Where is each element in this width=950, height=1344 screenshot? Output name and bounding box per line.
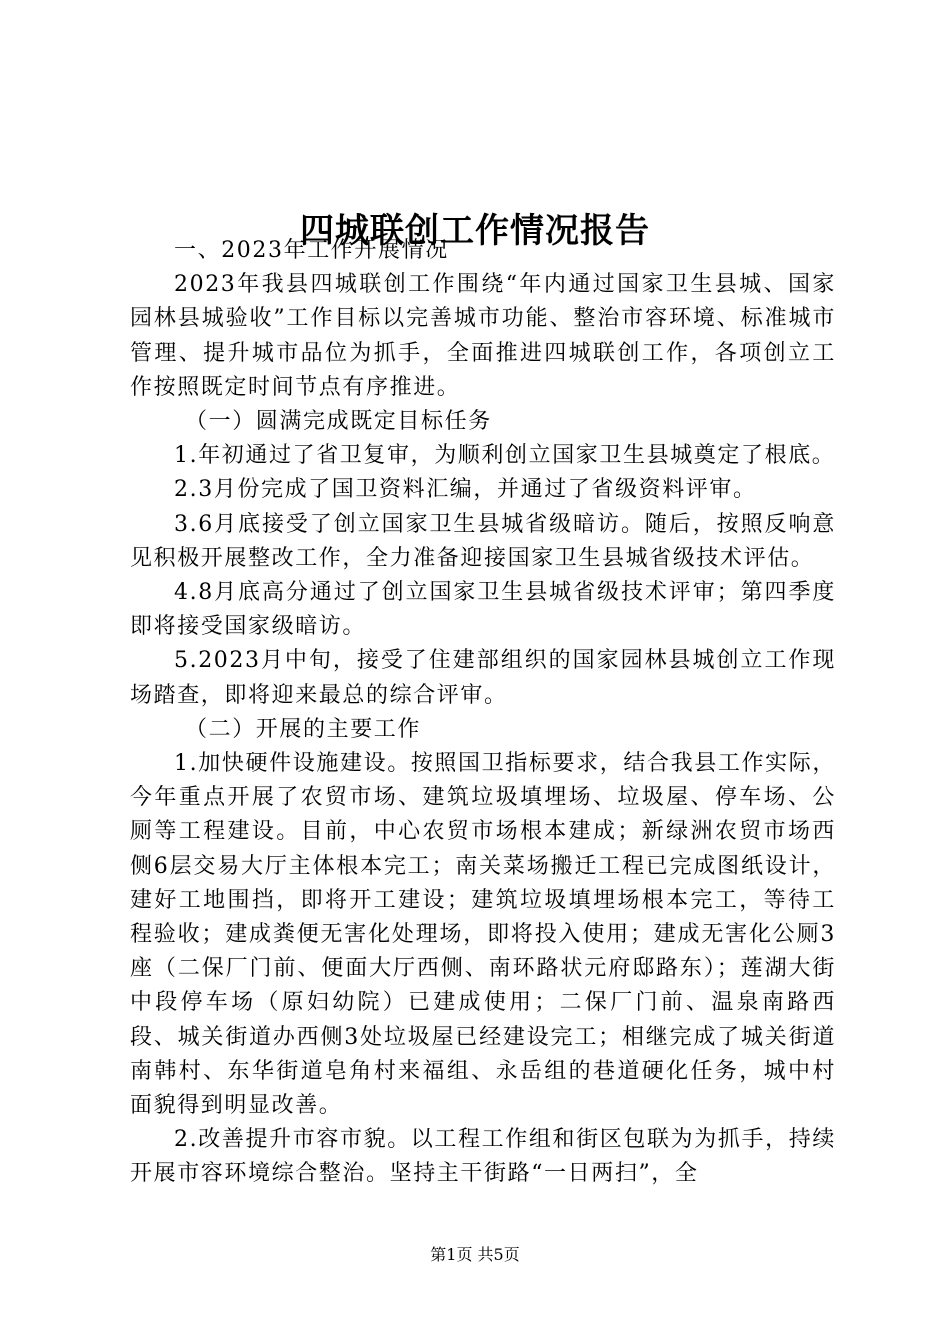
page-footer: 第1页 共5页 — [430, 1245, 520, 1264]
list-item: 4.8月底高分通过了创立国家卫生县城省级技术评审；第四季度即将接受国家级暗访。 — [130, 580, 836, 640]
subsection-heading: （一）圆满完成既定目标任务 — [185, 409, 492, 435]
document-title: 四城联创工作情况报告 — [300, 210, 650, 251]
list-item: 1.年初通过了省卫复审，为顺利创立国家卫生县城奠定了根底。 — [174, 443, 836, 469]
list-item: 3.6月底接受了创立国家卫生县城省级暗访。随后，按照反响意见积极开展整改工作，全力准备迎接国家卫生县城省级技术评估。 — [130, 511, 836, 571]
subsection-heading: （二）开展的主要工作 — [185, 716, 422, 742]
section-heading: 一、2023年工作开展情况 — [174, 238, 449, 263]
list-item: 2.3月份完成了国卫资料汇编，并通过了省级资料评审。 — [174, 477, 757, 503]
paragraph: 2023年我县四城联创工作围绕“年内通过国家卫生县城、国家园林县城验收”工作目标以完善城市功能、整治市容环境、标准城市管理、提升城市品位为抓手，全面推进四城联创工作，各项创立工作按照既定时间节点有序推进。 — [130, 272, 836, 400]
list-item: 5.2023月中旬，接受了住建部组织的国家园林县城创立工作现场踏查，即将迎来最总的综合评审。 — [130, 648, 836, 708]
document-body — [130, 234, 836, 1192]
list-item: 1.加快硬件设施建设。按照国卫指标要求，结合我县工作实际，今年重点开展了农贸市场、建筑垃圾填埋场、垃圾屋、停车场、公厕等工程建设。目前，中心农贸市场根本建成；新绿洲农贸市场西侧6层交易大厅主体根本完工；南关菜场搬迁工程已完成图纸设计，建好工地围挡，即将开工建设；建筑垃圾填埋场根本完工，等待工程验收；建成粪便无害化处理场，即将投入使用；建成无害化公厕3座（二保厂门前、便面大厅西侧、南环路状元府邸路东）；莲湖大街中段停车场（原妇幼院）已建成使用；二保厂门前、温泉南路西段、城关街道办西侧3处垃圾屋已经建设完工；相继完成了城关街道南韩村、东华街道皂角村来福组、永岳组的巷道硬化任务，城中村面貌得到明显改善。 — [130, 751, 836, 1119]
list-item: 2.改善提升市容市貌。以工程工作组和街区包联为为抓手，持续开展市容环境综合整治。坚持主干街路“一日两扫”，全 — [130, 1127, 836, 1187]
